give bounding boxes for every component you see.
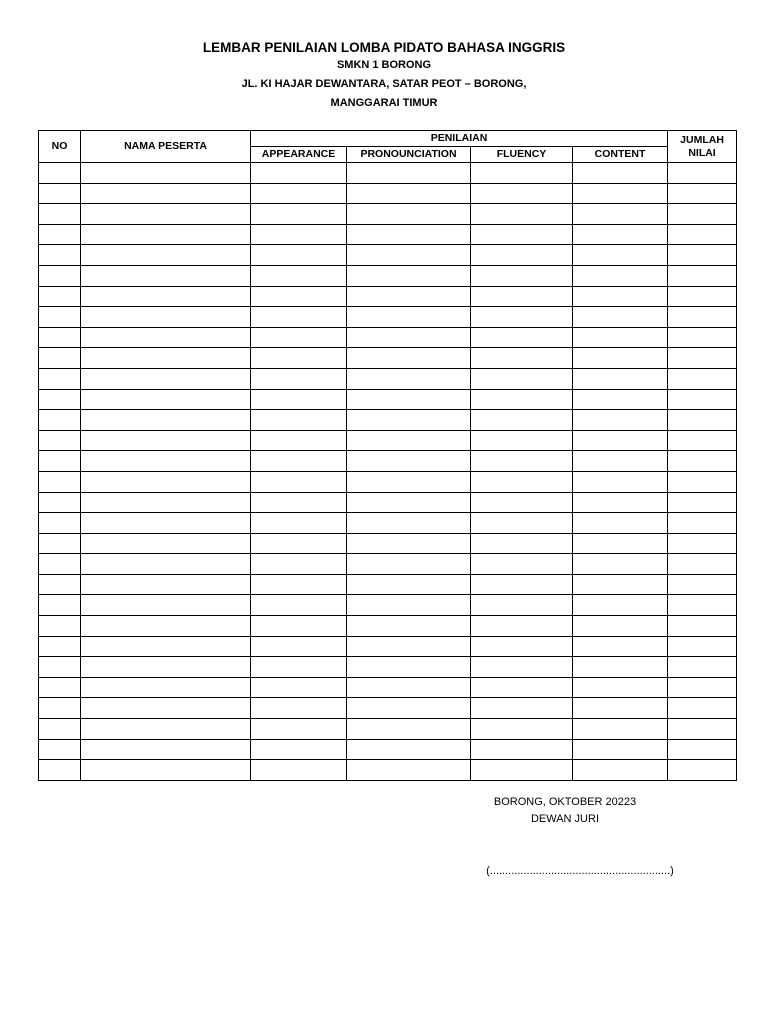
table-row (39, 554, 737, 575)
table-cell (573, 348, 668, 369)
table-cell (668, 657, 737, 678)
table-cell (251, 492, 347, 513)
table-cell (668, 183, 737, 204)
table-cell (573, 245, 668, 266)
table-cell (347, 265, 471, 286)
table-cell (81, 595, 251, 616)
table-cell (39, 327, 81, 348)
table-cell (347, 739, 471, 760)
table-cell (347, 410, 471, 431)
table-cell (251, 245, 347, 266)
table-row (39, 471, 737, 492)
table-cell (573, 719, 668, 740)
table-row (39, 739, 737, 760)
table-cell (668, 636, 737, 657)
table-cell (39, 719, 81, 740)
table-row (39, 595, 737, 616)
table-cell (347, 204, 471, 225)
table-cell (39, 471, 81, 492)
table-cell (39, 204, 81, 225)
table-row (39, 307, 737, 328)
table-cell (39, 595, 81, 616)
header-pronounciation: PRONOUNCIATION (347, 147, 471, 163)
table-cell (81, 430, 251, 451)
table-cell (347, 698, 471, 719)
table-cell (573, 430, 668, 451)
table-row (39, 533, 737, 554)
table-cell (81, 307, 251, 328)
table-row (39, 760, 737, 781)
table-cell (573, 760, 668, 781)
table-row (39, 327, 737, 348)
table-cell (251, 616, 347, 637)
table-cell (471, 410, 573, 431)
table-cell (39, 410, 81, 431)
table-row (39, 636, 737, 657)
table-cell (81, 224, 251, 245)
table-row (39, 348, 737, 369)
table-cell (347, 389, 471, 410)
table-cell (347, 183, 471, 204)
table-cell (347, 224, 471, 245)
table-cell (251, 348, 347, 369)
table-cell (81, 492, 251, 513)
table-cell (81, 389, 251, 410)
table-cell (573, 616, 668, 637)
table-cell (39, 554, 81, 575)
table-cell (668, 368, 737, 389)
table-row (39, 513, 737, 534)
table-cell (471, 657, 573, 678)
table-cell (573, 183, 668, 204)
table-cell (668, 204, 737, 225)
table-cell (347, 595, 471, 616)
table-cell (471, 265, 573, 286)
table-cell (573, 492, 668, 513)
table-cell (668, 410, 737, 431)
table-cell (251, 286, 347, 307)
table-cell (251, 368, 347, 389)
table-row (39, 698, 737, 719)
table-cell (573, 368, 668, 389)
header-penilaian: PENILAIAN (251, 131, 668, 147)
table-row (39, 245, 737, 266)
table-cell (668, 698, 737, 719)
table-cell (39, 739, 81, 760)
table-cell (39, 163, 81, 184)
table-cell (251, 677, 347, 698)
table-cell (471, 451, 573, 472)
table-cell (347, 348, 471, 369)
table-cell (471, 389, 573, 410)
table-cell (573, 574, 668, 595)
table-cell (39, 636, 81, 657)
table-cell (251, 389, 347, 410)
table-cell (573, 657, 668, 678)
table-cell (668, 327, 737, 348)
table-cell (39, 368, 81, 389)
table-row (39, 286, 737, 307)
table-cell (471, 245, 573, 266)
table-cell (347, 636, 471, 657)
table-cell (39, 451, 81, 472)
table-cell (81, 163, 251, 184)
table-cell (251, 574, 347, 595)
header-jumlah-line1: JUMLAH (680, 133, 724, 146)
table-cell (347, 513, 471, 534)
table-row (39, 224, 737, 245)
table-cell (251, 307, 347, 328)
table-cell (251, 224, 347, 245)
table-row (39, 451, 737, 472)
table-cell (573, 286, 668, 307)
table-cell (668, 430, 737, 451)
table-row (39, 389, 737, 410)
table-cell (347, 471, 471, 492)
table-cell (81, 533, 251, 554)
table-cell (668, 760, 737, 781)
table-cell (471, 719, 573, 740)
table-cell (471, 533, 573, 554)
table-cell (573, 224, 668, 245)
table-cell (471, 677, 573, 698)
table-cell (471, 574, 573, 595)
table-cell (471, 307, 573, 328)
scoring-table (38, 130, 737, 781)
table-row (39, 492, 737, 513)
table-cell (471, 554, 573, 575)
table-cell (251, 533, 347, 554)
table-cell (81, 636, 251, 657)
table-cell (347, 245, 471, 266)
table-cell (81, 471, 251, 492)
school-region: MANGGARAI TIMUR (330, 97, 438, 109)
table-cell (251, 657, 347, 678)
signature-line: (...........................................................) (486, 865, 674, 877)
table-cell (251, 327, 347, 348)
table-cell (347, 554, 471, 575)
table-cell (573, 265, 668, 286)
place-date: BORONG, OKTOBER 20223 (493, 796, 637, 808)
table-row (39, 616, 737, 637)
header-jumlah-line2: NILAI (688, 146, 716, 159)
table-cell (251, 513, 347, 534)
table-cell (668, 307, 737, 328)
table-cell (251, 719, 347, 740)
table-cell (573, 677, 668, 698)
table-cell (347, 451, 471, 472)
table-cell (668, 348, 737, 369)
table-cell (39, 265, 81, 286)
table-cell (81, 698, 251, 719)
table-cell (81, 677, 251, 698)
table-cell (347, 760, 471, 781)
table-cell (668, 739, 737, 760)
table-row (39, 183, 737, 204)
table-cell (81, 554, 251, 575)
table-row (39, 265, 737, 286)
table-cell (39, 533, 81, 554)
table-cell (471, 327, 573, 348)
table-cell (81, 616, 251, 637)
table-cell (81, 286, 251, 307)
table-cell (573, 513, 668, 534)
table-cell (251, 163, 347, 184)
table-cell (39, 616, 81, 637)
table-cell (471, 595, 573, 616)
table-cell (39, 224, 81, 245)
table-cell (471, 163, 573, 184)
table-cell (39, 698, 81, 719)
table-cell (39, 574, 81, 595)
table-cell (668, 451, 737, 472)
table-row (39, 719, 737, 740)
header-content: CONTENT (573, 147, 668, 163)
table-cell (471, 513, 573, 534)
table-cell (668, 492, 737, 513)
table-cell (668, 265, 737, 286)
table-cell (39, 513, 81, 534)
table-cell (251, 554, 347, 575)
table-cell (251, 760, 347, 781)
table-cell (573, 533, 668, 554)
table-cell (251, 265, 347, 286)
table-cell (573, 410, 668, 431)
table-row (39, 204, 737, 225)
table-cell (471, 286, 573, 307)
table-cell (39, 245, 81, 266)
table-cell (347, 368, 471, 389)
table-cell (573, 451, 668, 472)
table-cell (668, 286, 737, 307)
table-cell (81, 410, 251, 431)
table-cell (39, 348, 81, 369)
table-cell (251, 471, 347, 492)
table-row (39, 368, 737, 389)
table-cell (471, 430, 573, 451)
table-row (39, 657, 737, 678)
table-cell (668, 471, 737, 492)
table-cell (668, 677, 737, 698)
table-cell (81, 183, 251, 204)
jury-label: DEWAN JURI (530, 813, 600, 825)
table-cell (471, 616, 573, 637)
table-cell (251, 183, 347, 204)
table-cell (347, 719, 471, 740)
table-cell (347, 574, 471, 595)
table-cell (573, 471, 668, 492)
table-cell (81, 657, 251, 678)
table-cell (347, 430, 471, 451)
table-cell (573, 327, 668, 348)
school-address: JL. KI HAJAR DEWANTARA, SATAR PEOT – BORONG, (241, 78, 527, 90)
table-cell (573, 204, 668, 225)
table-cell (471, 492, 573, 513)
header-jumlah-nilai (668, 131, 737, 163)
table-cell (347, 657, 471, 678)
table-cell (251, 204, 347, 225)
table-cell (573, 307, 668, 328)
header-nama-peserta: NAMA PESERTA (81, 131, 251, 163)
table-cell (81, 368, 251, 389)
header-appearance: APPEARANCE (251, 147, 347, 163)
table-cell (39, 760, 81, 781)
table-row (39, 410, 737, 431)
table-cell (81, 719, 251, 740)
table-cell (573, 389, 668, 410)
table-cell (471, 739, 573, 760)
table-cell (573, 636, 668, 657)
table-cell (471, 204, 573, 225)
table-cell (39, 307, 81, 328)
table-cell (471, 224, 573, 245)
header-fluency: FLUENCY (471, 147, 573, 163)
table-cell (81, 327, 251, 348)
table-cell (347, 327, 471, 348)
table-cell (81, 574, 251, 595)
table-cell (347, 533, 471, 554)
table-row (39, 430, 737, 451)
table-cell (471, 636, 573, 657)
table-cell (81, 760, 251, 781)
table-cell (471, 348, 573, 369)
table-cell (81, 265, 251, 286)
table-cell (347, 286, 471, 307)
school-name: SMKN 1 BORONG (336, 59, 432, 71)
table-cell (39, 286, 81, 307)
table-cell (668, 163, 737, 184)
table-cell (251, 636, 347, 657)
table-cell (81, 245, 251, 266)
table-cell (573, 698, 668, 719)
table-cell (251, 451, 347, 472)
table-cell (668, 389, 737, 410)
table-cell (81, 739, 251, 760)
table-cell (471, 368, 573, 389)
table-cell (39, 677, 81, 698)
table-cell (347, 616, 471, 637)
table-cell (668, 533, 737, 554)
table-row (39, 163, 737, 184)
table-cell (573, 739, 668, 760)
table-row (39, 677, 737, 698)
table-cell (347, 492, 471, 513)
table-cell (573, 163, 668, 184)
table-cell (81, 204, 251, 225)
table-cell (347, 307, 471, 328)
table-cell (668, 245, 737, 266)
table-cell (471, 698, 573, 719)
table-cell (668, 719, 737, 740)
table-cell (573, 554, 668, 575)
table-body (39, 163, 737, 781)
table-cell (81, 348, 251, 369)
table-cell (39, 389, 81, 410)
table-cell (251, 698, 347, 719)
table-row (39, 574, 737, 595)
table-cell (347, 677, 471, 698)
table-cell (471, 760, 573, 781)
table-cell (668, 224, 737, 245)
table-cell (471, 471, 573, 492)
table-cell (39, 492, 81, 513)
table-cell (81, 451, 251, 472)
header-no: NO (39, 131, 81, 163)
table-cell (471, 183, 573, 204)
table-cell (668, 513, 737, 534)
table-cell (251, 739, 347, 760)
table-cell (81, 513, 251, 534)
table-cell (251, 410, 347, 431)
table-cell (39, 183, 81, 204)
table-cell (39, 657, 81, 678)
table-cell (668, 554, 737, 575)
table-cell (668, 595, 737, 616)
document-title: LEMBAR PENILAIAN LOMBA PIDATO BAHASA INGGRIS (202, 40, 566, 55)
table-cell (251, 430, 347, 451)
table-cell (347, 163, 471, 184)
table-cell (668, 574, 737, 595)
table-cell (668, 616, 737, 637)
table-cell (251, 595, 347, 616)
table-cell (39, 430, 81, 451)
table-cell (573, 595, 668, 616)
